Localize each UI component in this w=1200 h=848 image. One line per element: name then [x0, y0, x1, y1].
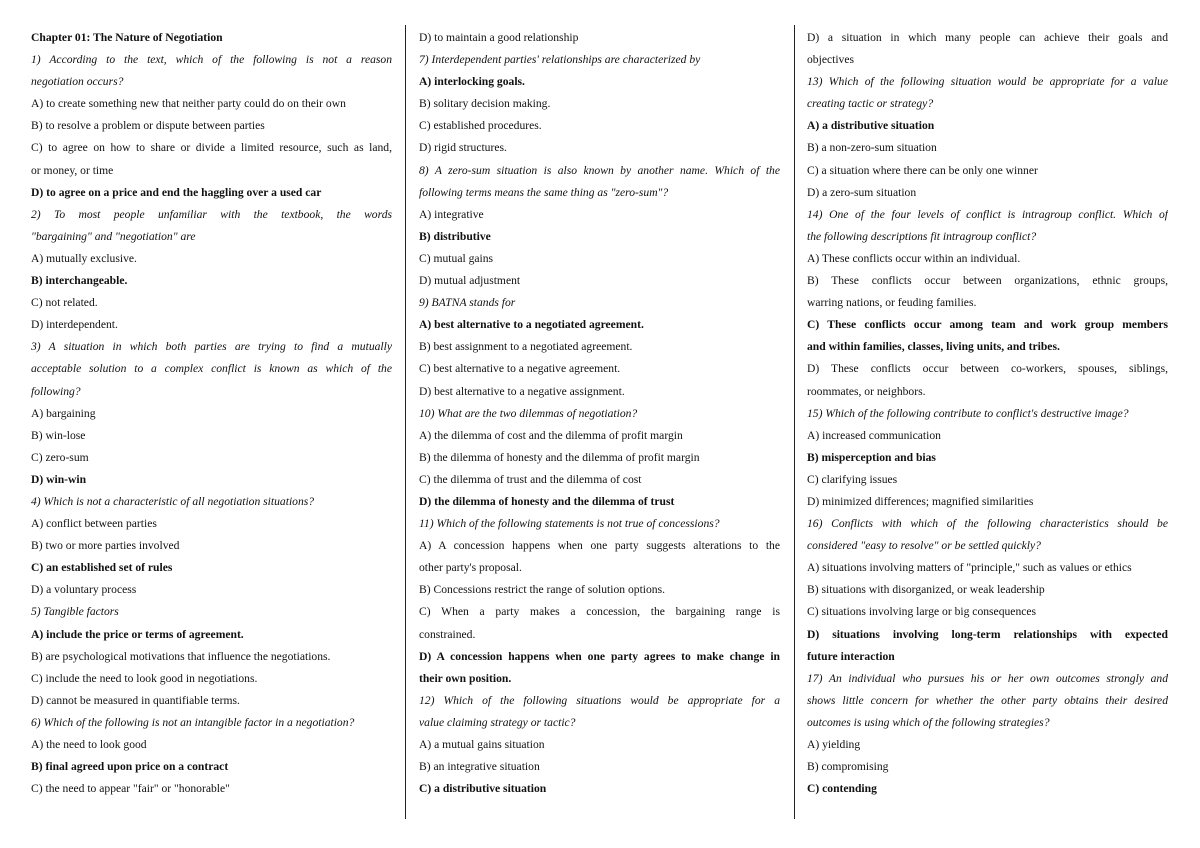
answer-line-correct: C) a distributive situation [419, 782, 547, 796]
chapter-title: Chapter 01: The Nature of Negotiation [31, 31, 223, 44]
question-line: 13) Which of the following situation would be appropriate for a value [807, 75, 1168, 89]
answer-option-line: D) These conflicts occur between co-workers, spouses, siblings, [807, 362, 1168, 376]
text-column-1 [31, 27, 392, 800]
question-line: 7) Interdependent parties' relationships are characterized by [419, 53, 701, 67]
question-line: 17) An individual who pursues his or her own outcomes strongly and [807, 671, 1168, 685]
answer-line-correct: C) These conflicts occur among team and work group members [807, 318, 1168, 332]
column-divider [405, 25, 406, 819]
answer-line-correct: D) to agree on a price and end the haggling over a used car [31, 185, 322, 199]
question-line: 5) Tangible factors [31, 605, 119, 619]
answer-option-line: A) situations involving matters of "principle," such as values or ethics [807, 561, 1132, 575]
answer-line-correct: C) contending [807, 782, 877, 796]
answer-option-line: C) best alternative to a negative agreement. [419, 362, 621, 376]
answer-option-line: C) the dilemma of trust and the dilemma of cost [419, 472, 642, 486]
answer-option-line: D) a zero-sum situation [807, 185, 917, 199]
question-line: the following descriptions fit intragroup conflict? [807, 229, 1037, 243]
answer-option-line: D) best alternative to a negative assignment. [419, 384, 625, 398]
answer-option-line: A) yielding [807, 738, 861, 751]
answer-option-line: C) a situation where there can be only one winner [807, 163, 1038, 177]
question-line: 2) To most people unfamiliar with the textbook, the words [31, 207, 392, 221]
answer-option-line: B) best assignment to a negotiated agreement. [419, 340, 633, 354]
answer-option-line: objectives [807, 53, 855, 67]
question-line: acceptable solution to a complex conflict is known as which of the [31, 362, 392, 376]
answer-option-line: B) two or more parties involved [31, 539, 180, 553]
answer-option-line: C) to agree on how to share or divide a limited resource, such as land, [31, 141, 392, 155]
question-line: 10) What are the two dilemmas of negotiation? [419, 406, 638, 420]
answer-line-correct: B) interchangeable. [31, 274, 128, 288]
text-column-2 [419, 27, 780, 800]
answer-option-line: A) integrative [419, 207, 484, 221]
question-line: 4) Which is not a characteristic of all negotiation situations? [31, 494, 315, 508]
question-line: following? [31, 384, 81, 398]
answer-option-line: A) to create something new that neither party could do on their own [31, 97, 346, 111]
question-line: 11) Which of the following statements is not true of concessions? [419, 517, 720, 531]
answer-line-correct: D) A concession happens when one party agrees to make change in [419, 649, 780, 663]
answer-option-line: A) bargaining [31, 406, 96, 420]
question-line: 12) Which of the following situations would be appropriate for a [419, 693, 780, 707]
answer-option-line: B) win-lose [31, 428, 86, 442]
question-line: following terms means the same thing as "zero-sum"? [419, 185, 669, 199]
answer-option-line: constrained. [419, 627, 476, 641]
answer-option-line: B) compromising [807, 760, 889, 774]
answer-option-line: D) mutual adjustment [419, 274, 521, 288]
answer-option-line: D) a voluntary process [31, 583, 137, 597]
answer-option-line: C) zero-sum [31, 450, 89, 464]
answer-line-correct: B) final agreed upon price on a contract [31, 760, 229, 774]
answer-option-line: B) an integrative situation [419, 760, 540, 774]
answer-option-line: B) the dilemma of honesty and the dilemma of profit margin [419, 450, 700, 464]
answer-line-correct: B) distributive [419, 229, 491, 243]
answer-option-line: D) cannot be measured in quantifiable terms. [31, 693, 240, 707]
answer-option-line: D) a situation in which many people can achieve their goals and [807, 31, 1168, 44]
answer-line-correct: D) the dilemma of honesty and the dilemma of trust [419, 494, 675, 508]
answer-option-line: C) established procedures. [419, 119, 542, 133]
answer-option-line: D) to maintain a good relationship [419, 31, 579, 44]
answer-option-line: roommates, or neighbors. [807, 384, 926, 398]
answer-option-line: D) rigid structures. [419, 141, 507, 155]
answer-option-line: A) conflict between parties [31, 517, 157, 531]
answer-line-correct: D) situations involving long-term relationships with expected [807, 627, 1168, 641]
answer-line-correct: future interaction [807, 649, 895, 663]
answer-option-line: or money, or time [31, 163, 114, 177]
answer-line-correct: A) best alternative to a negotiated agreement. [419, 318, 644, 332]
answer-line-correct: their own position. [419, 671, 512, 685]
question-line: 6) Which of the following is not an intangible factor in a negotiation? [31, 715, 355, 729]
answer-option-line: A) mutually exclusive. [31, 251, 137, 265]
answer-option-line: B) These conflicts occur between organizations, ethnic groups, [807, 274, 1168, 288]
question-line: 15) Which of the following contribute to conflict's destructive image? [807, 406, 1129, 420]
answer-option-line: A) increased communication [807, 428, 941, 442]
answer-option-line: C) include the need to look good in negotiations. [31, 671, 258, 685]
answer-line-correct: B) misperception and bias [807, 450, 936, 464]
answer-line-correct: A) interlocking goals. [419, 75, 525, 89]
answer-line-correct: C) an established set of rules [31, 561, 173, 575]
answer-option-line: A) the dilemma of cost and the dilemma of profit margin [419, 428, 683, 442]
answer-option-line: A) A concession happens when one party suggests alterations to the [419, 539, 780, 553]
question-line: 1) According to the text, which of the following is not a reason [31, 53, 392, 67]
answer-option-line: C) mutual gains [419, 251, 494, 265]
question-line: outcomes is using which of the following strategies? [807, 715, 1050, 729]
answer-line-correct: and within families, classes, living units, and tribes. [807, 340, 1060, 354]
answer-line-correct: A) a distributive situation [807, 119, 935, 133]
text-column-3 [807, 27, 1168, 800]
answer-option-line: D) minimized differences; magnified similarities [807, 494, 1034, 508]
answer-option-line: B) Concessions restrict the range of solution options. [419, 583, 666, 597]
question-line: 9) BATNA stands for [419, 296, 516, 310]
question-line: shows little concern for whether the other party obtains their desired [807, 693, 1168, 707]
answer-option-line: C) not related. [31, 296, 98, 310]
answer-option-line: A) the need to look good [31, 738, 147, 751]
question-line: value claiming strategy or tactic? [419, 715, 576, 729]
question-line: 16) Conflicts with which of the following characteristics should be [807, 517, 1168, 531]
answer-option-line: B) are psychological motivations that influence the negotiations. [31, 649, 331, 663]
answer-option-line: B) a non-zero-sum situation [807, 141, 937, 155]
answer-option-line: C) situations involving large or big consequences [807, 605, 1037, 619]
question-line: 14) One of the four levels of conflict is intragroup conflict. Which of [807, 207, 1168, 221]
answer-option-line: C) clarifying issues [807, 472, 898, 486]
answer-line-correct: D) win-win [31, 472, 87, 486]
answer-option-line: A) These conflicts occur within an individual. [807, 251, 1021, 265]
answer-option-line: D) interdependent. [31, 318, 118, 332]
question-line: "bargaining" and "negotiation" are [31, 229, 196, 243]
question-line: considered "easy to resolve" or be settled quickly? [807, 539, 1041, 553]
answer-line-correct: A) include the price or terms of agreement. [31, 627, 244, 641]
answer-option-line: other party's proposal. [419, 561, 522, 575]
answer-option-line: C) the need to appear "fair" or "honorable" [31, 782, 230, 796]
question-line: 8) A zero-sum situation is also known by another name. Which of the [419, 163, 780, 177]
question-line: negotiation occurs? [31, 75, 124, 89]
answer-option-line: A) a mutual gains situation [419, 738, 545, 751]
answer-option-line: warring nations, or feuding families. [807, 296, 977, 310]
question-line: 3) A situation in which both parties are trying to find a mutually [31, 340, 392, 354]
answer-option-line: B) solitary decision making. [419, 97, 551, 111]
answer-option-line: C) When a party makes a concession, the bargaining range is [419, 605, 780, 619]
column-divider [794, 25, 795, 819]
question-line: creating tactic or strategy? [807, 97, 934, 111]
answer-option-line: B) to resolve a problem or dispute between parties [31, 119, 265, 133]
answer-option-line: B) situations with disorganized, or weak leadership [807, 583, 1045, 597]
